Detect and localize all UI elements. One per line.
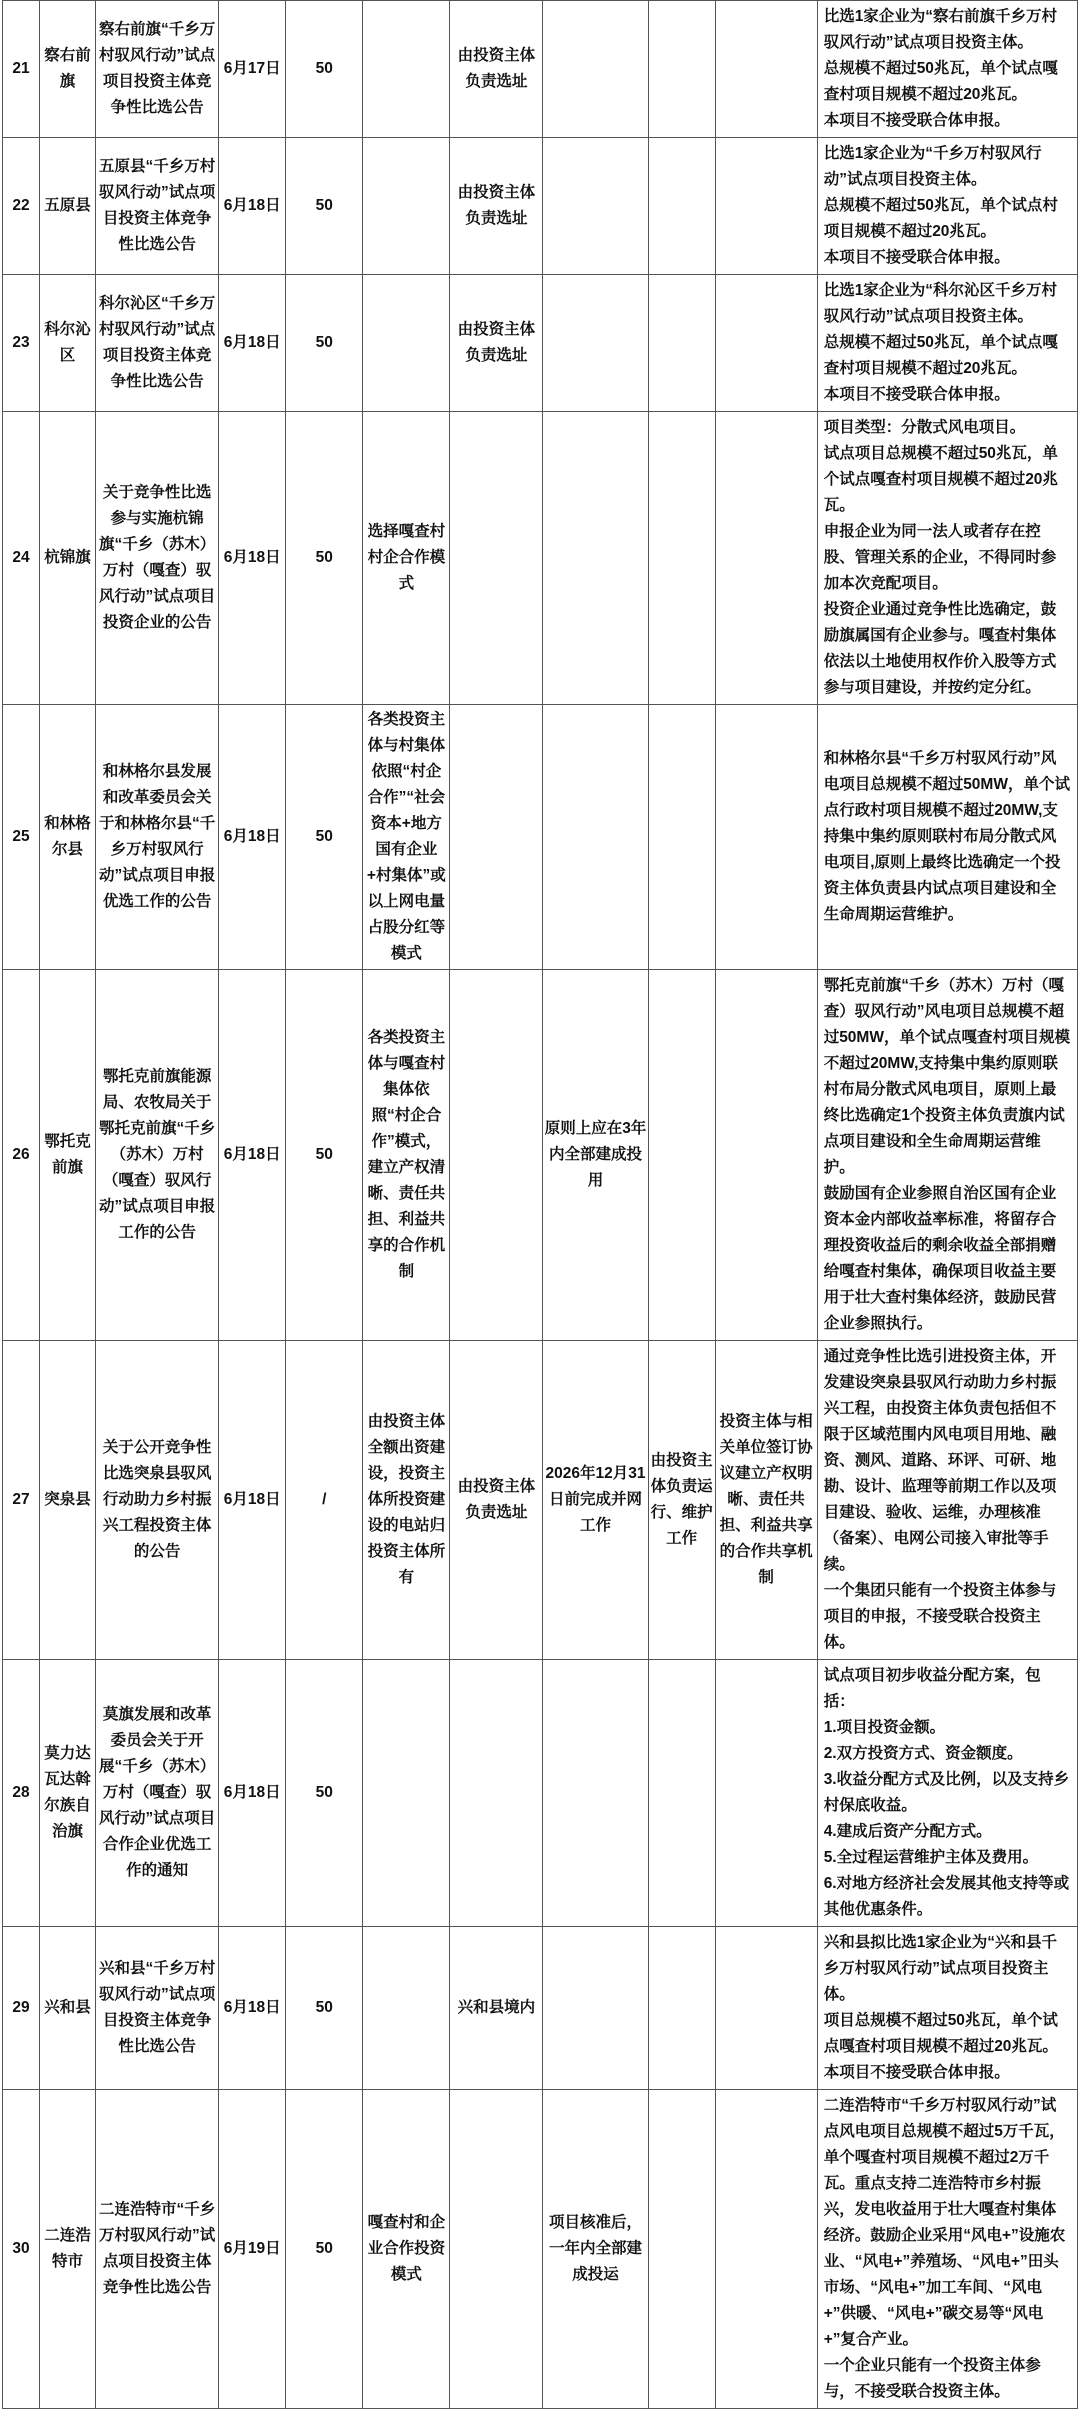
cell-region: 和林格尔县 [40,705,96,970]
cell-title: 和林格尔县发展和改革委员会关于和林格尔县“千乡万村驭风行动”试点项目申报优选工作的公告 [96,705,219,970]
cell-mechanism [715,2090,817,2409]
table-row [3,138,1078,275]
note-paragraph: 申报企业为同一法人或者存在控股、管理关系的企业，不得同时参加本次竞配项目。 [823,523,1057,592]
cell-deadline [543,138,648,275]
note-paragraph: 本项目不接受联合体申报。 [823,2064,1010,2081]
cell-no: 24 [3,412,40,705]
cell-operation [648,1,715,138]
cell-scale: 50 [286,705,363,970]
cell-mode [363,138,450,275]
cell-operation [648,138,715,275]
note-paragraph: 2.双方投资方式、资金额度。 [823,1745,1023,1762]
cell-mechanism [715,275,817,412]
cell-siting: 由投资主体负责选址 [450,138,543,275]
cell-deadline: 2026年12月31日前完成并网工作 [543,1341,648,1660]
cell-region: 兴和县 [40,1927,96,2090]
cell-title: 科尔沁区“千乡万村驭风行动”试点项目投资主体竞争性比选公告 [96,275,219,412]
table-row [3,1660,1078,1927]
table-row [3,705,1078,970]
cell-no: 26 [3,970,40,1341]
cell-mechanism [715,1660,817,1927]
cell-region: 二连浩特市 [40,2090,96,2409]
cell-scale: 50 [286,1660,363,1927]
cell-deadline [543,412,648,705]
note-paragraph: 项目类型：分散式风电项目。 [823,419,1026,436]
note-paragraph: 一个集团只能有一个投资主体参与项目的申报，不接受联合投资主体。 [823,1582,1057,1651]
note-paragraph: 和林格尔县“千乡万村驭风行动”风电项目总规模不超过50MW，单个试点行政村项目规模不超过20MW,支持集中集约原则联村布局分散式风电项目,原则上最终比选确定一个投资主体负责县内试点项目建设和全生命周期运营维护。 [823,750,1070,923]
cell-notes [817,275,1077,412]
cell-deadline [543,1660,648,1927]
cell-mechanism [715,1,817,138]
cell-deadline: 原则上应在3年内全部建成投用 [543,970,648,1341]
cell-title: 五原县“千乡万村驭风行动”试点项目投资主体竞争性比选公告 [96,138,219,275]
cell-date: 6月18日 [219,138,286,275]
cell-region: 科尔沁区 [40,275,96,412]
cell-date: 6月18日 [219,412,286,705]
cell-operation [648,412,715,705]
cell-scale: 50 [286,1927,363,2090]
note-paragraph: 项目总规模不超过50兆瓦，单个试点嘎查村项目规模不超过20兆瓦。 [823,2012,1058,2055]
cell-siting: 兴和县境内 [450,1927,543,2090]
cell-siting [450,2090,543,2409]
note-paragraph: 6.对地方经济社会发展其他支持等或其他优惠条件。 [823,1875,1070,1918]
cell-siting [450,970,543,1341]
cell-date: 6月17日 [219,1,286,138]
wind-power-projects-table [2,0,1078,2409]
cell-title: 关于公开竞争性比选突泉县驭风行动助力乡村振兴工程投资主体的公告 [96,1341,219,1660]
note-paragraph: 比选1家企业为“察右前旗千乡万村驭风行动”试点项目投资主体。 [823,8,1058,51]
cell-operation [648,275,715,412]
cell-title: 鄂托克前旗能源局、农牧局关于鄂托克前旗“千乡（苏木）万村（嘎查）驭风行动”试点项目申报工作的公告 [96,970,219,1341]
cell-scale: 50 [286,1,363,138]
cell-region: 突泉县 [40,1341,96,1660]
cell-no: 28 [3,1660,40,1927]
cell-mechanism [715,138,817,275]
cell-region: 察右前旗 [40,1,96,138]
cell-siting [450,1660,543,1927]
note-paragraph: 试点项目总规模不超过50兆瓦，单个试点嘎查村项目规模不超过20兆瓦。 [823,445,1058,514]
cell-no: 21 [3,1,40,138]
cell-date: 6月18日 [219,970,286,1341]
cell-no: 22 [3,138,40,275]
note-paragraph: 投资企业通过竞争性比选确定，鼓励旗属国有企业参与。嘎查村集体依法以土地使用权作价入股等方式参与项目建设，并按约定分红。 [823,601,1057,696]
cell-scale: 50 [286,2090,363,2409]
cell-operation [648,970,715,1341]
cell-notes [817,1,1077,138]
table-row [3,2090,1078,2409]
cell-deadline [543,1,648,138]
note-paragraph: 总规模不超过50兆瓦，单个试点嘎查村项目规模不超过20兆瓦。 [823,334,1058,377]
cell-mechanism [715,1927,817,2090]
note-paragraph: 总规模不超过50兆瓦，单个试点村项目规模不超过20兆瓦。 [823,197,1058,240]
cell-mode [363,1660,450,1927]
table-row [3,1,1078,138]
cell-siting: 由投资主体负责选址 [450,1341,543,1660]
cell-date: 6月18日 [219,1660,286,1927]
cell-mechanism [715,970,817,1341]
cell-deadline [543,1927,648,2090]
cell-mode: 各类投资主体与村集体依照“村企合作”“社会资本+地方国有企业+村集体”或以上网电量占股分红等模式 [363,705,450,970]
cell-title: 莫旗发展和改革委员会关于开展“千乡（苏木）万村（嘎查）驭风行动”试点项目合作企业优选工作的通知 [96,1660,219,1927]
cell-date: 6月18日 [219,1927,286,2090]
cell-region: 鄂托克前旗 [40,970,96,1341]
cell-siting: 由投资主体负责选址 [450,1,543,138]
cell-mode [363,1927,450,2090]
table-row [3,275,1078,412]
note-paragraph: 3.收益分配方式及比例，以及支持乡村保底收益。 [823,1771,1070,1814]
cell-siting: 由投资主体负责选址 [450,275,543,412]
cell-mode [363,275,450,412]
note-paragraph: 比选1家企业为“千乡万村驭风行动”试点项目投资主体。 [823,145,1042,188]
cell-siting [450,705,543,970]
table-row [3,1927,1078,2090]
note-paragraph: 本项目不接受联合体申报。 [823,112,1010,129]
cell-notes [817,705,1077,970]
cell-notes [817,412,1077,705]
note-paragraph: 鼓励国有企业参照自治区国有企业资本金内部收益率标准，将留存合理投资收益后的剩余收益全部捐赠给嘎查村集体，确保项目收益主要用于壮大查村集体经济，鼓励民营企业参照执行。 [823,1185,1057,1332]
cell-deadline: 项目核准后，一年内全部建成投运 [543,2090,648,2409]
cell-deadline [543,275,648,412]
note-paragraph: 试点项目初步收益分配方案，包括： [823,1667,1041,1710]
cell-mode: 由投资主体全额出资建设，投资主体所投资建设的电站归投资主体所有 [363,1341,450,1660]
cell-scale: / [286,1341,363,1660]
cell-region: 杭锦旗 [40,412,96,705]
cell-siting [450,412,543,705]
cell-notes [817,970,1077,1341]
table-body [3,1,1078,2409]
note-paragraph: 比选1家企业为“科尔沁区千乡万村驭风行动”试点项目投资主体。 [823,282,1058,325]
cell-scale: 50 [286,138,363,275]
cell-operation [648,2090,715,2409]
cell-date: 6月18日 [219,1341,286,1660]
note-paragraph: 4.建成后资产分配方式。 [823,1823,992,1840]
note-paragraph: 一个企业只能有一个投资主体参与，不接受联合投资主体。 [823,2357,1041,2400]
cell-no: 23 [3,275,40,412]
note-paragraph: 二连浩特市“千乡万村驭风行动”试点风电项目总规模不超过5万千瓦，单个嘎查村项目规模不超过2万千瓦。重点支持二连浩特市乡村振兴，发电收益用于壮大嘎查村集体经济。鼓励企业采用“风电+”设施农业、“风电+”养殖场、“风电+”田头市场、“风电+”加工车间、“风电+”供暖、“风电+”碳交易等“风电+”复合产业。 [823,2097,1066,2348]
note-paragraph: 本项目不接受联合体申报。 [823,386,1010,403]
table-row [3,970,1078,1341]
cell-mechanism [715,412,817,705]
note-paragraph: 本项目不接受联合体申报。 [823,249,1010,266]
cell-no: 27 [3,1341,40,1660]
table-row [3,412,1078,705]
note-paragraph: 兴和县拟比选1家企业为“兴和县千乡万村驭风行动”试点项目投资主体。 [823,1934,1058,2003]
cell-deadline [543,705,648,970]
cell-title: 兴和县“千乡万村驭风行动”试点项目投资主体竞争性比选公告 [96,1927,219,2090]
cell-scale: 50 [286,970,363,1341]
cell-mode: 各类投资主体与嘎查村集体依照“村企合作”模式，建立产权清晰、责任共担、利益共享的合作机制 [363,970,450,1341]
cell-mode: 嘎查村和企业合作投资模式 [363,2090,450,2409]
cell-operation [648,1660,715,1927]
cell-operation [648,705,715,970]
cell-title: 二连浩特市“千乡万村驭风行动”试点项目投资主体竞争性比选公告 [96,2090,219,2409]
cell-notes [817,138,1077,275]
cell-notes [817,1660,1077,1927]
cell-operation: 由投资主体负责运行、维护工作 [648,1341,715,1660]
cell-mechanism [715,705,817,970]
cell-date: 6月18日 [219,275,286,412]
cell-scale: 50 [286,412,363,705]
cell-title: 察右前旗“千乡万村驭风行动”试点项目投资主体竞争性比选公告 [96,1,219,138]
cell-mechanism: 投资主体与相关单位签订协议建立产权明晰、责任共担、利益共享的合作共享机制 [715,1341,817,1660]
cell-notes [817,1341,1077,1660]
cell-mode: 选择嘎查村村企合作模式 [363,412,450,705]
note-paragraph: 1.项目投资金额。 [823,1719,946,1736]
cell-title: 关于竞争性比选参与实施杭锦旗“千乡（苏木）万村（嘎查）驭风行动”试点项目投资企业的公告 [96,412,219,705]
note-paragraph: 5.全过程运营维护主体及费用。 [823,1849,1039,1866]
note-paragraph: 通过竞争性比选引进投资主体，开发建设突泉县驭风行动助力乡村振兴工程，由投资主体负责包括但不限于区域范围内风电项目用地、融资、测风、道路、环评、可研、地勘、设计、监理等前期工作以及项目建设、验收、运维，办理核准（备案）、电网公司接入审批等手续。 [823,1348,1057,1573]
cell-operation [648,1927,715,2090]
note-paragraph: 总规模不超过50兆瓦，单个试点嘎查村项目规模不超过20兆瓦。 [823,60,1058,103]
cell-region: 莫力达瓦达斡尔族自治旗 [40,1660,96,1927]
cell-region: 五原县 [40,138,96,275]
cell-mode [363,1,450,138]
cell-notes [817,2090,1077,2409]
cell-no: 30 [3,2090,40,2409]
cell-notes [817,1927,1077,2090]
table-row [3,1341,1078,1660]
cell-no: 25 [3,705,40,970]
cell-date: 6月18日 [219,705,286,970]
cell-no: 29 [3,1927,40,2090]
note-paragraph: 鄂托克前旗“千乡（苏木）万村（嘎查）驭风行动”风电项目总规模不超过50MW，单个试点嘎查村项目规模不超过20MW,支持集中集约原则联村布局分散式风电项目，原则上最终比选确定1个投资主体负责旗内试点项目建设和全生命周期运营维护。 [823,977,1070,1176]
cell-date: 6月19日 [219,2090,286,2409]
cell-scale: 50 [286,275,363,412]
